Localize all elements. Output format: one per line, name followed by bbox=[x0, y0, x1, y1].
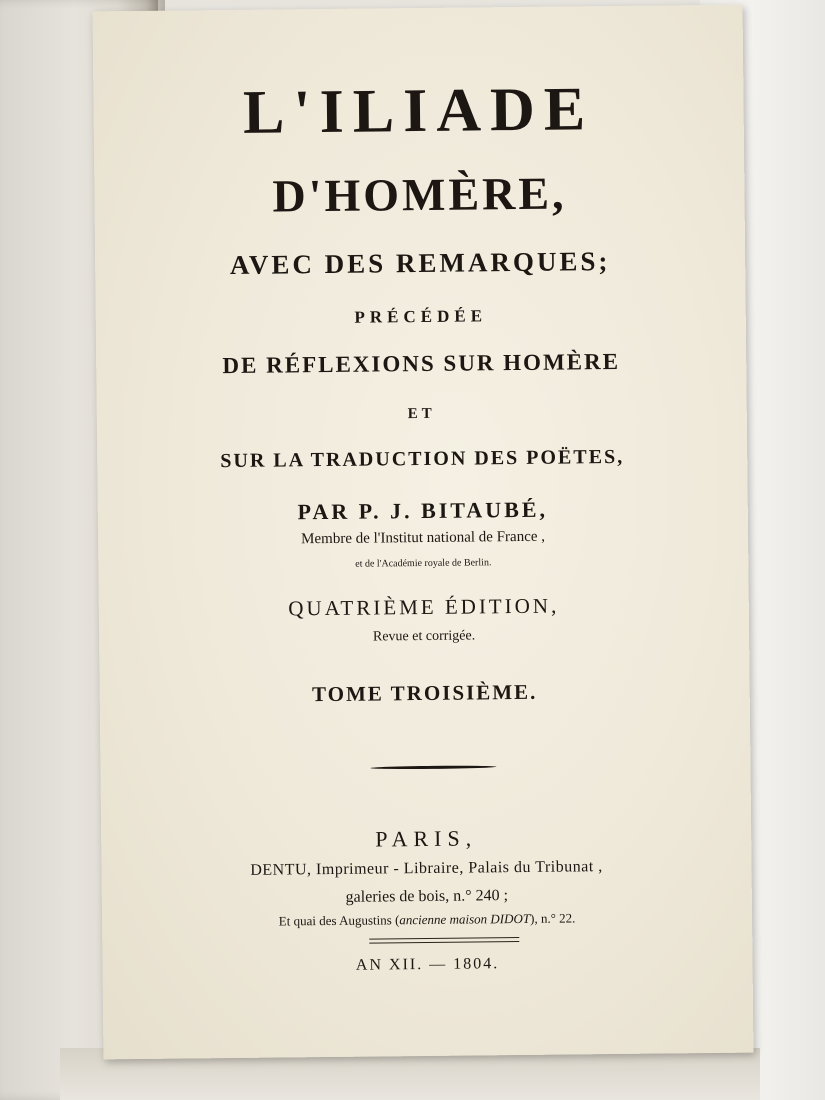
edition-line: QUATRIÈME ÉDITION, bbox=[288, 593, 560, 621]
affiliation-line-2: et de l'Académie royale de Berlin. bbox=[355, 557, 492, 570]
imprint-city: PARIS, bbox=[375, 825, 478, 852]
imprint-address: galeries de bois, n.° 240 ; bbox=[345, 887, 509, 906]
traduction-line: SUR LA TRADUCTION DES POËTES, bbox=[220, 445, 625, 473]
quai-prefix: Et quai des Augustins ( bbox=[278, 912, 400, 929]
subtitle: AVEC DES REMARQUES; bbox=[229, 246, 611, 281]
imprint-quai bbox=[102, 909, 752, 932]
double-rule-top bbox=[369, 937, 519, 940]
revised-line: Revue et corrigée. bbox=[372, 628, 476, 645]
ornamental-rule bbox=[370, 765, 496, 769]
title-page bbox=[93, 5, 754, 1060]
author-line: PAR P. J. BITAUBÉ, bbox=[297, 496, 549, 525]
reflexions-line: DE RÉFLEXIONS SUR HOMÈRE bbox=[222, 348, 621, 379]
preceded-label: PRÉCÉDÉE bbox=[354, 306, 488, 327]
quai-suffix: ), n.° 22. bbox=[529, 910, 576, 926]
affiliation-line-1: Membre de l'Institut national de France , bbox=[301, 528, 546, 548]
title-line-1: L'ILIADE bbox=[242, 75, 595, 147]
double-rule-bottom bbox=[369, 941, 519, 944]
title-line-2: D'HOMÈRE, bbox=[272, 167, 567, 222]
imprint-date: AN XII. — 1804. bbox=[355, 955, 500, 974]
et-label: ET bbox=[407, 405, 436, 423]
imprint-publisher: DENTU, Imprimeur - Libraire, Palais du Tribunat , bbox=[250, 858, 603, 879]
volume-line: TOME TROISIÈME. bbox=[311, 679, 538, 707]
quai-italic: ancienne maison DIDOT bbox=[399, 910, 531, 928]
